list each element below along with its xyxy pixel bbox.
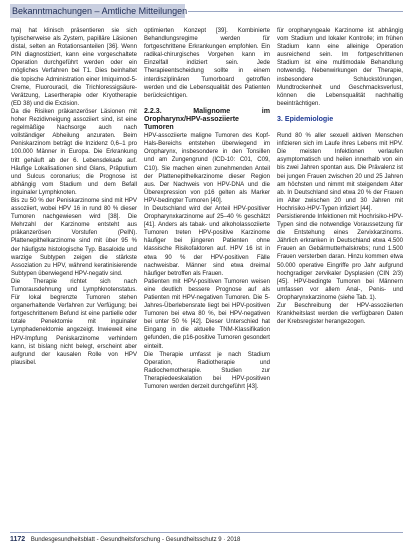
spacer — [144, 100, 270, 108]
footer-rule — [10, 532, 403, 533]
column-left — [11, 27, 137, 527]
body-paragraph: Die Therapie umfasst je nach Stadium Operation, Radiotherapie und Radiochemotherapie. Studien zur Therapiedeeskalation bei HPV-positiven Tumoren werden derzeit durchgeführt [43]. — [144, 351, 270, 391]
journal-citation: Bundesgesundheitsblatt - Gesundheitsforschung - Gesundheitsschutz 9 · 2018 — [30, 537, 241, 543]
section-label: Bekanntmachungen – Amtliche Mitteilungen — [12, 6, 188, 16]
page-header — [0, 0, 413, 22]
body-paragraph: Rund 80 % aller sexuell aktiven Menschen infizieren sich im Laufe ihres Lebens mit HPV. Die meisten Infektionen verlaufen asymptomatisch und heilen innerhalb von ein bis zwei Jahren spontan aus. Die Prävalenz ist bei jungen Frauen zwischen 20 und 25 Jahren am höchsten und nimmt mit steigendem Alter ab. In Deutschland sind etwa 20 % der Frauen im Alter zwischen 20 und 30 Jahren mit Hochrisiko-HPV-Typen infiziert [44]. — [277, 133, 403, 212]
body-paragraph: ma) hat klinisch präsentieren sie sich typischerweise als Zystem, papilläre Läsionen distal, selten an Rotationsanteilen [36]. Wenn PIN diagnostiziert, kann eine vorgeschaltete Operation durchgeführt werden oder ein mögliches Verfahren bei T1. Dies beinhaltet die topische Administration einer Imiquimod-5-Creme, Fluorouracil, die Trichloressigsäure-Verätzung, Lasertherapie oder Kryotherapie (ED 38) und die Exzision. — [11, 28, 137, 107]
body-paragraph: für oropharyngeale Karzinome ist abhängig vom Stadium und lokaler Kontrolle; im frühen Stadium kann eine alleinige Operation ausreichend sein. Im fortgeschrittenen Stadium ist eine multimodale Behandlung notwendig. Nebenwirkungen der Therapie, insbesondere Schluckstörungen, Mundtrockenheit und Geschmacksverlust, können die Lebensqualität nachhaltig beeinträchtigen. — [277, 28, 403, 107]
body-paragraph: Die Therapie richtet sich nach Tumorausdehnung und Lymphknotenstatus. Für lokal begrenzte Tumoren stehen organerhaltende Verfahren zur Verfügung; bei fortgeschrittenem Befund ist eine partielle oder totale Penektomie mit inguinaler Lymphadenektomie angezeigt. Inwieweit eine HPV-Impfung Peniskarzinome verhindern kann, ist bislang nicht belegt, erscheint aber aufgrund der kausalen Rolle von HPV plausibel. — [11, 278, 137, 366]
body-paragraph: HPV-assoziierte maligne Tumoren des Kopf-Hals-Bereichs entstehen überwiegend im Oropharynx, insbesondere in den Tonsillen und am Zungengrund (ICD-10: C01, C09, C10). Sie machen einen zunehmenden Anteil der Plattenepithelkarzinome dieser Region aus. Der Nachweis von HPV-DNA und die Überexpression von p16 gelten als Marker HPV-bedingter Tumoren [40]. — [144, 133, 270, 204]
spacer — [277, 108, 403, 116]
header-rule — [188, 11, 403, 12]
page-number: 1172 — [10, 536, 26, 543]
spacer — [277, 124, 403, 132]
body-paragraph: Da die Risiken präkanzeröser Läsionen mit hoher Rezidivneigung assoziiert sind, ist eine regelmäßige Nachsorge auch nach vollständiger Abheilung anzuraten. Beim Peniskarzinom beträgt die Inzidenz 0,6–1 pro 100.000 Männer in Europa. Die Erkrankung tritt gehäuft ab der 6. Lebensdekade auf. Häufige Lokalisationen sind Glans, Präputium und Sulcus coronarius; die Prognose ist abhängig vom Stadium und dem Befall inguinaler Lymphknoten. — [11, 108, 137, 196]
section-heading: 2.2.3. Malignome im Oropharynx/HPV-assoziierte Tumoren — [144, 107, 270, 132]
page-footer — [10, 535, 240, 545]
body-paragraph: Zur Beschreibung der HPV-assoziierten Krankheitslast werden die verfügbaren Daten der Krebsregister herangezogen. — [277, 303, 403, 326]
column-right — [277, 27, 403, 527]
body-paragraph: In Deutschland wird der Anteil HPV-positiver Oropharynxkarzinome auf 25–40 % geschätzt [41]. Anders als tabak- und alkoholassoziierte Tumoren treten HPV-positive Karzinome häufiger bei jüngeren Patienten ohne klassische Risikofaktoren auf. HPV 16 ist in etwa 90 % der HPV-positiven Fälle nachweisbar. Männer sind etwa dreimal häufiger betroffen als Frauen. — [144, 205, 270, 277]
body-paragraph: Persistierende Infektionen mit Hochrisiko-HPV-Typen sind die notwendige Voraussetzung für die Entstehung eines Zervixkarzinoms. Jährlich erkranken in Deutschland etwa 4.500 Frauen an Gebärmutterhalskrebs; rund 1.500 Frauen versterben daran. Hinzu kommen etwa 50.000 operative Eingriffe pro Jahr aufgrund hochgradiger zervikaler Dysplasien (CIN 2/3) [45]. HPV-bedingte Tumoren bei Männern umfassen vor allem Anal-, Penis- und Oropharynxkarzinome (siehe Tab. 1). — [277, 213, 403, 301]
body-paragraph: Patienten mit HPV-positiven Tumoren weisen eine deutlich bessere Prognose auf als Patienten mit HPV-negativen Tumoren. Die 5-Jahres-Überlebensrate liegt bei HPV-positiven Tumoren bei etwa 80 %, bei HPV-negativen bei unter 50 % [42]. Dieser Unterschied hat Eingang in die aktuelle TNM-Klassifikation gefunden, die p16-positive Tumoren gesondert einteilt. — [144, 278, 270, 350]
body-paragraph: optimierten Konzept [39]. Kombinierte Behandlungsregime werden für fortgeschrittene Erkrankungen empfohlen. Ein radikal-chirurgisches Vorgehen kann im Einzelfall indiziert sein. Jede Therapieentscheidung sollte in einem interdisziplinären Tumorboard getroffen werden und die Lebensqualität des Patienten berücksichtigen. — [144, 28, 270, 99]
section-heading: 3. Epidemiologie — [277, 115, 334, 123]
body-paragraph: Bis zu 50 % der Peniskarzinome sind mit HPV assoziiert, wobei HPV 16 in rund 80 % dieser Tumoren nachgewiesen wird [38]. Die Mehrzahl der Karzinome entsteht aus präkanzerösen Vorstufen (PeIN). Plattenepithelkarzinome sind mit über 95 % der häufigste histologische Typ. Basaloide und warzige Subtypen zeigen die stärkste Assoziation zu HPV, während keratinisierende Subtypen überwiegend HPV-negativ sind. — [11, 197, 137, 277]
column-middle — [144, 27, 270, 527]
